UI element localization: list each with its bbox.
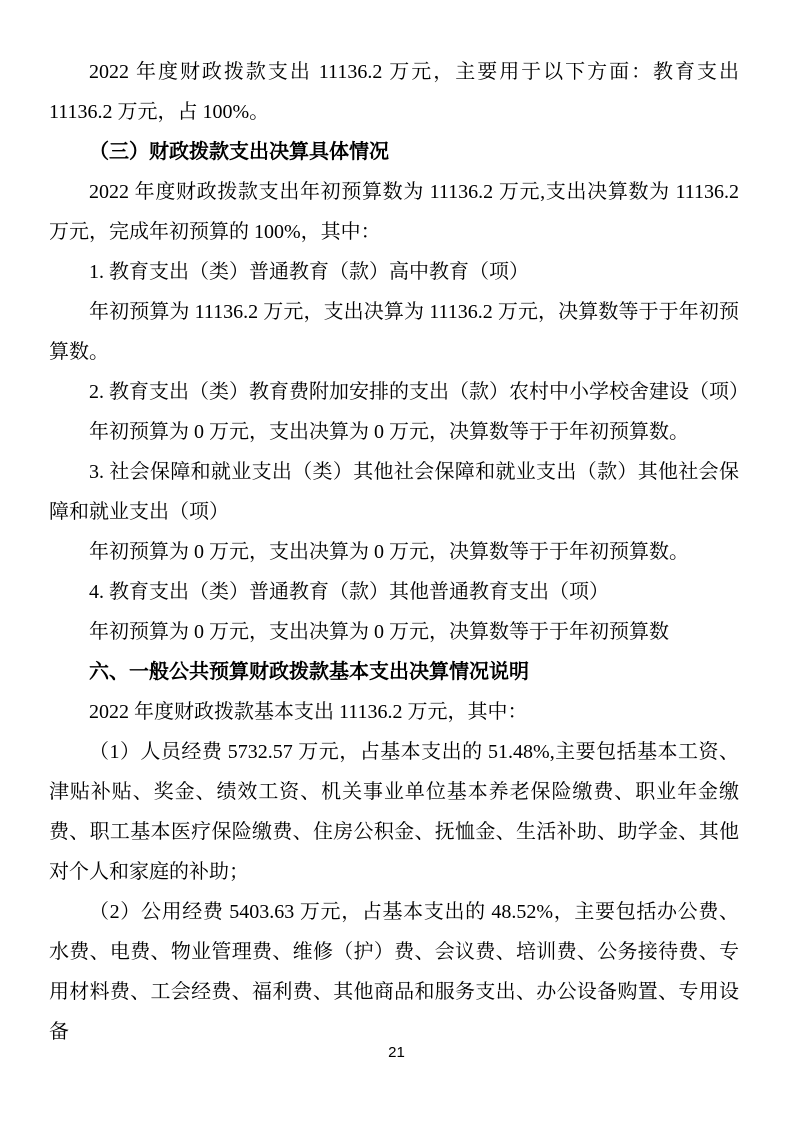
page-number: 21 — [388, 1044, 405, 1061]
paragraph-item-1-detail: 年初预算为 11136.2 万元，支出决算为 11136.2 万元，决算数等于于年初预算数。 — [49, 301, 739, 363]
paragraph-personnel-funds: （1）人员经费 5732.57 万元，占基本支出的 51.48%,主要包括基本工资、津贴补贴、奖金、绩效工资、机关事业单位基本养老保险缴费、职业年金缴费、职工基本医疗保险缴费、住房公积金、抚恤金、生活补助、助学金、其他对个人和家庭的补助； — [49, 741, 739, 883]
paragraph-item-4-detail: 年初预算为 0 万元，支出决算为 0 万元，决算数等于于年初预算数 — [89, 621, 669, 643]
section-heading-3-expenditure-details: （三）财政拨款支出决算具体情况 — [89, 141, 389, 163]
paragraph-public-funds: （2）公用经费 5403.63 万元，占基本支出的 48.52%，主要包括办公费、水费、电费、物业管理费、维修（护）费、会议费、培训费、公务接待费、专用材料费、工会经费、福利费、其他商品和服务支出、办公设备购置、专用设备 — [49, 901, 739, 1043]
section-heading-6-basic-expenditure: 六、一般公共预算财政拨款基本支出决算情况说明 — [89, 661, 529, 683]
paragraph-basic-expenditure-summary: 2022 年度财政拨款基本支出 11136.2 万元，其中： — [89, 701, 528, 723]
paragraph-item-2-detail: 年初预算为 0 万元，支出决算为 0 万元，决算数等于于年初预算数。 — [89, 421, 689, 443]
paragraph-item-3-detail: 年初预算为 0 万元，支出决算为 0 万元，决算数等于于年初预算数。 — [89, 541, 689, 563]
paragraph-fiscal-expenditure-summary: 2022 年度财政拨款支出 11136.2 万元，主要用于以下方面：教育支出 11136.2 万元，占 100%。 — [49, 61, 739, 123]
paragraph-item-4-title: 4. 教育支出（类）普通教育（款）其他普通教育支出（项） — [89, 581, 609, 603]
document-body — [49, 52, 749, 1052]
paragraph-item-2-title: 2. 教育支出（类）教育费附加安排的支出（款）农村中小学校舍建设（项） — [89, 381, 749, 403]
paragraph-budget-vs-final: 2022 年度财政拨款支出年初预算数为 11136.2 万元,支出决算数为 11136.2 万元，完成年初预算的 100%，其中： — [49, 181, 739, 243]
paragraph-item-3-title: 3. 社会保障和就业支出（类）其他社会保障和就业支出（款）其他社会保障和就业支出（项） — [49, 461, 739, 523]
paragraph-item-1-title: 1. 教育支出（类）普通教育（款）高中教育（项） — [89, 261, 529, 283]
